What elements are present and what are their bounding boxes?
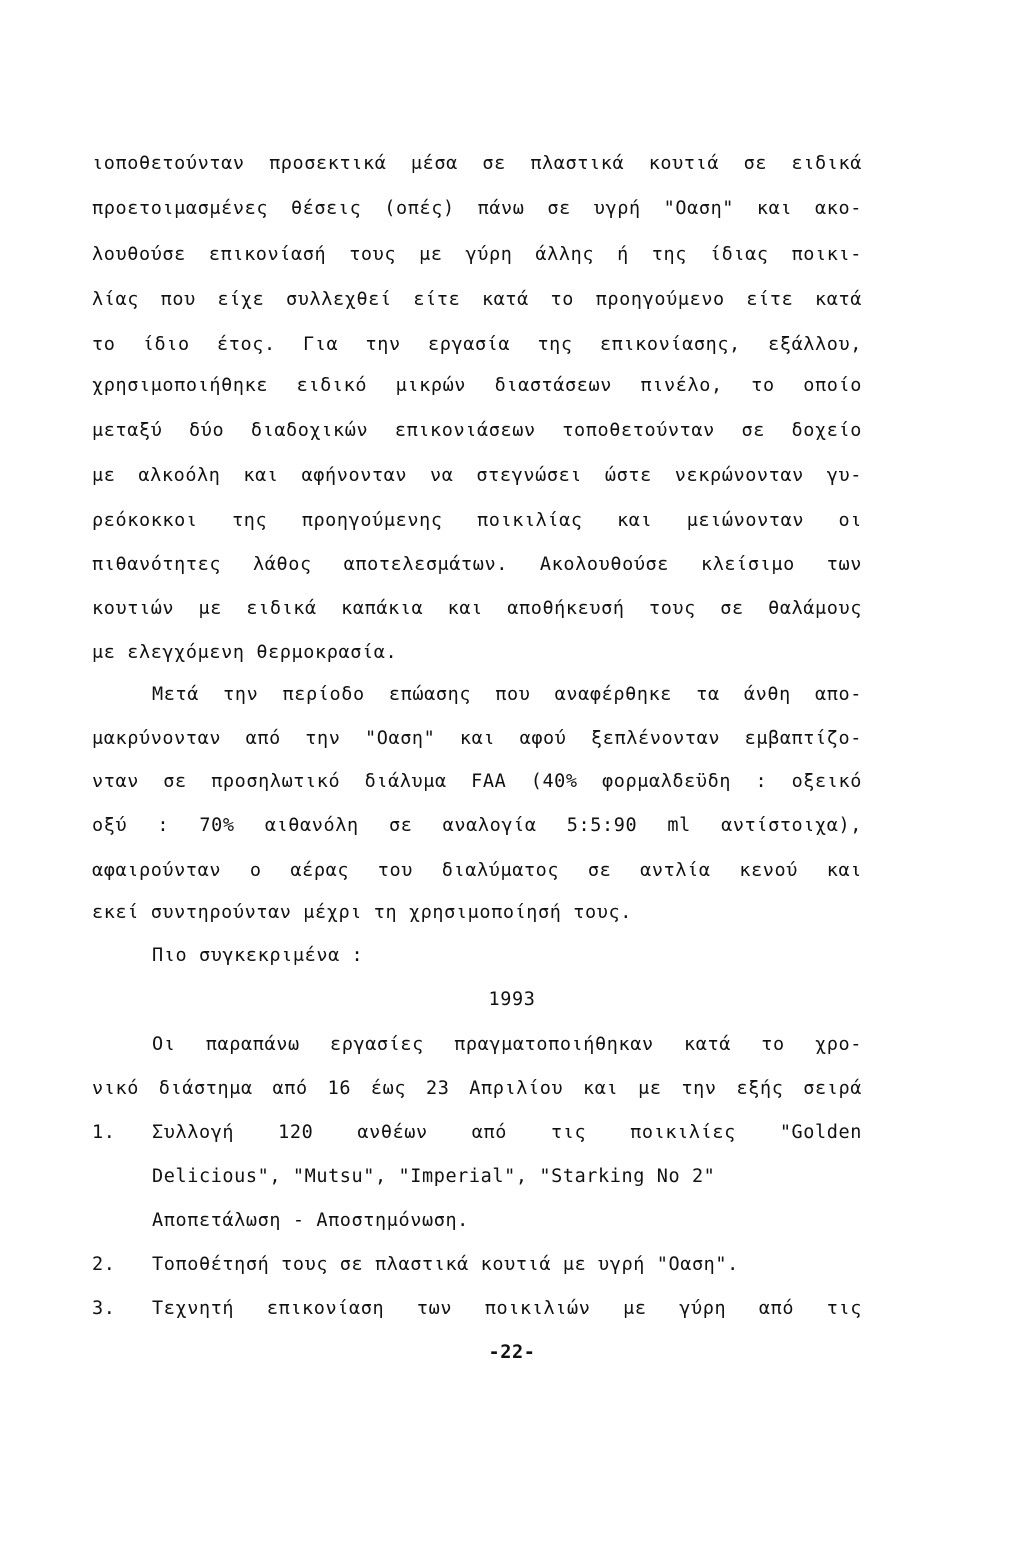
list-item-line: Συλλογή 120 ανθέων από τις ποικιλίες "Golden — [152, 1122, 862, 1143]
list-item-number: 1. — [92, 1122, 116, 1143]
paragraph-3-line: νικό διάστημα από 16 έως 23 Απριλίου και με την εξής σειρά — [92, 1078, 862, 1099]
paragraph-1-line: χρησιμοποιήθηκε ειδικό μικρών διαστάσεων πινέλο, το οποίο — [92, 375, 862, 396]
paragraph-1-line: ρεόκοκκοι της προηγούμενης ποικιλίας και μειώνονταν οι — [92, 510, 862, 531]
paragraph-1-line: λουθούσε επικονίασή τους με γύρη άλλης ή της ίδιας ποικι- — [92, 244, 862, 265]
paragraph-2-line: αφαιρούνταν ο αέρας του διαλύματος σε αντλία κενού και — [92, 860, 862, 881]
list-item-line: Τεχνητή επικονίαση των ποικιλιών με γύρη από τις — [152, 1298, 862, 1319]
page-number: -22- — [488, 1342, 536, 1363]
year-heading: 1993 — [488, 989, 536, 1010]
paragraph-1-line: μεταξύ δύο διαδοχικών επικονιάσεων τοποθετούνταν σε δοχείο — [92, 420, 862, 441]
paragraph-1-line: προετοιμασμένες θέσεις (οπές) πάνω σε υγρή "Oαση" και ακο- — [92, 198, 862, 219]
paragraph-2-line: μακρύνονταν από την "Oαση" και αφού ξεπλένονταν εμβαπτίζο- — [92, 728, 862, 749]
paragraph-3-line: Οι παραπάνω εργασίες πραγματοποιήθηκαν κατά το χρο- — [152, 1034, 862, 1055]
paragraph-2-line: νταν σε προσηλωτικό διάλυμα FAA (40% φορμαλδεϋδη : οξεικό — [92, 771, 862, 792]
list-item-line: Τοποθέτησή τους σε πλαστικά κουτιά με υγρή "Oαση". — [152, 1254, 739, 1275]
list-item-line: Delicious", "Mutsu", "Imperial", "Starking No 2" — [152, 1166, 716, 1187]
list-item-line: Αποπετάλωση - Αποστημόνωση. — [152, 1210, 469, 1231]
paragraph-1-line: ιοποθετούνταν προσεκτικά μέσα σε πλαστικά κουτιά σε ειδικά — [92, 153, 862, 174]
paragraph-2-line: εκεί συντηρούνταν μέχρι τη χρησιμοποίησή τους. — [92, 902, 632, 923]
paragraph-1-line: λίας που είχε συλλεχθεί είτε κατά το προηγούμενο είτε κατά — [92, 289, 862, 310]
paragraph-2-line: Μετά την περίοδο επώασης που αναφέρθηκε τα άνθη απο- — [152, 684, 862, 705]
paragraph-2-line: οξύ : 70% αιθανόλη σε αναλογία 5:5:90 ml αντίστοιχα), — [92, 815, 862, 836]
paragraph-1-line: με ελεγχόμενη θερμοκρασία. — [92, 642, 398, 663]
paragraph-1-line: με αλκοόλη και αφήνονταν να στεγνώσει ώστε νεκρώνονταν γυ- — [92, 465, 862, 486]
paragraph-1-line: το ίδιο έτος. Για την εργασία της επικονίασης, εξάλλου, — [92, 334, 862, 355]
list-item-number: 2. — [92, 1254, 116, 1275]
paragraph-1-line: πιθανότητες λάθος αποτελεσμάτων. Ακολουθούσε κλείσιμο των — [92, 554, 862, 575]
specifically-label: Πιο συγκεκριμένα : — [152, 945, 364, 966]
list-item-number: 3. — [92, 1298, 116, 1319]
paragraph-1-line: κουτιών με ειδικά καπάκια και αποθήκευσή τους σε θαλάμους — [92, 598, 862, 619]
